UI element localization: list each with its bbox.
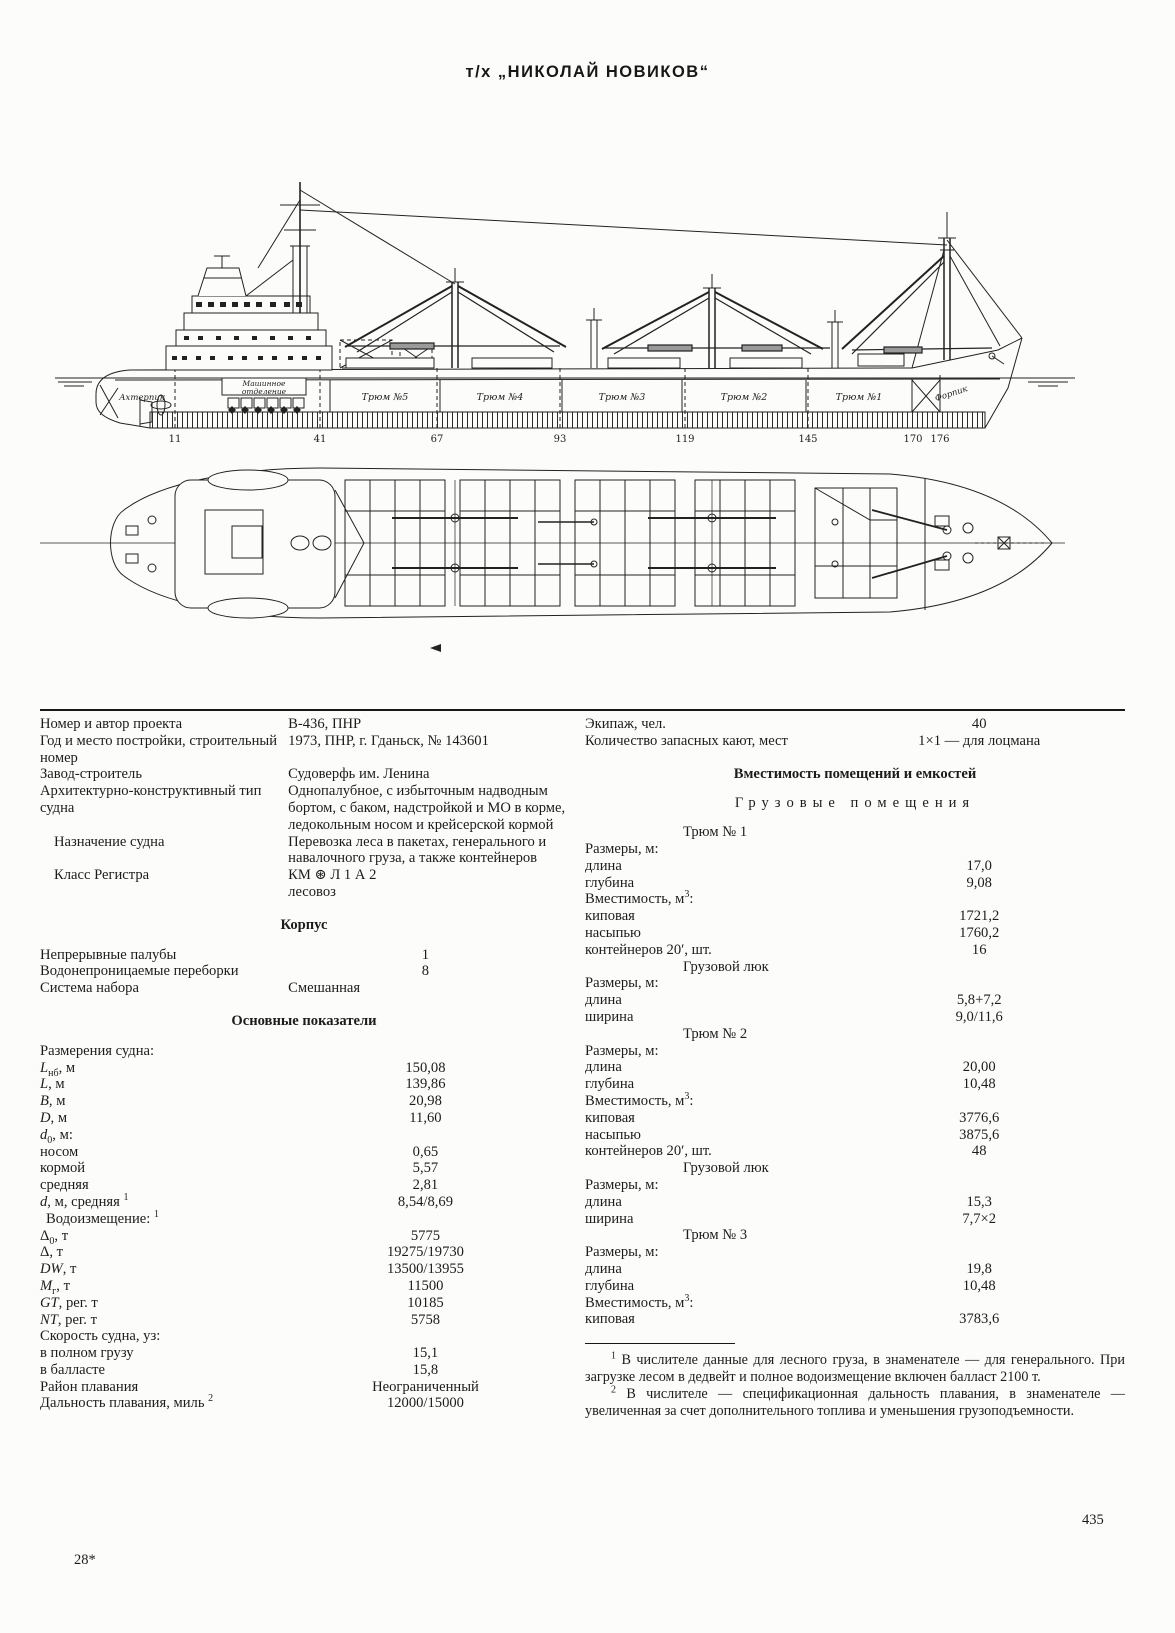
compartment-label-fore-peak: Форпик xyxy=(933,384,969,405)
signature-mark: 28* xyxy=(74,1552,96,1568)
spec-column-left xyxy=(40,716,568,1412)
spec-value: 48 xyxy=(971,1143,987,1160)
footnote: $^1$ В числителе данные для лесного груза, в знаменателе — для генерального. При загрузке лесом в дедвейт и полное водоизмещение включен балласт 2100 т. xyxy=(585,1350,1125,1385)
spec-value: КМ ⊛ Л 1 А 2 xyxy=(288,867,377,884)
spec-label: Номер и автор проекта xyxy=(40,716,183,732)
section-heading: Вместимость помещений и емкостей xyxy=(733,765,977,782)
spec-label: контейнеров 20′, шт. xyxy=(585,1143,712,1160)
section-divider xyxy=(40,709,1125,711)
spec-label: NT, рег. т xyxy=(40,1311,97,1328)
spec-row xyxy=(585,942,1125,959)
spec-value: 3875,6 xyxy=(959,1126,1000,1143)
compartment-label-hold: Трюм №5 xyxy=(361,392,409,403)
item-heading: Трюм № 3 xyxy=(683,1227,748,1244)
spec-label: глубина xyxy=(585,874,635,891)
spec-group-label: Вместимость, $м^3$: xyxy=(585,1292,694,1311)
spec-label: насыпью xyxy=(585,1126,641,1143)
spec-row xyxy=(40,1278,568,1295)
spec-label: глубина xyxy=(585,1277,635,1294)
spec-group-label: $d_0$, м: xyxy=(40,1126,73,1146)
spec-row xyxy=(40,1177,568,1194)
spec-label: длина xyxy=(585,1059,622,1076)
item-heading: Трюм № 1 xyxy=(683,824,748,841)
spec-value: 20,00 xyxy=(962,1059,996,1076)
spec-value: Перевозка леса в пакетах, генерального и навалочного груза, а также контейнеров xyxy=(288,833,547,867)
ship-plan-view xyxy=(40,468,1065,652)
spec-label: насыпью xyxy=(585,924,641,941)
spec-label: Архитектурно-конструктивный тип судна xyxy=(40,783,262,816)
spec-row xyxy=(40,733,568,767)
spec-value: В-436, ПНР xyxy=(288,716,362,732)
spec-value: 2,81 xyxy=(412,1177,439,1194)
spec-label: Дальность плавания, миль $^2$ xyxy=(40,1393,214,1412)
spec-value: 8,54/8,69 xyxy=(397,1193,454,1210)
ship-general-arrangement-drawing xyxy=(0,150,1175,660)
spec-label: $\Delta_0$, т xyxy=(40,1227,69,1247)
spec-row xyxy=(585,1143,1125,1160)
spec-column-right xyxy=(585,716,1125,1420)
spec-label: ширина xyxy=(585,1008,634,1025)
spec-row xyxy=(40,1244,568,1261)
spec-value: 150,08 xyxy=(405,1059,446,1076)
spec-row xyxy=(585,733,1125,750)
spec-value: 16 xyxy=(971,941,987,958)
spec-row xyxy=(585,1009,1125,1026)
spec-value: 1721,2 xyxy=(959,908,1000,925)
spec-label: Год и место постройки, строительный номер xyxy=(40,732,278,766)
spec-row xyxy=(585,1059,1125,1076)
frame-number: 67 xyxy=(430,434,444,445)
spec-label: ширина xyxy=(585,1210,634,1227)
spec-label: $M_г$, т xyxy=(40,1277,70,1297)
spec-label: B, м xyxy=(40,1093,66,1110)
spec-row xyxy=(40,1194,568,1211)
section-heading: Корпус xyxy=(280,916,328,933)
spec-label: длина xyxy=(585,992,622,1009)
spec-row xyxy=(40,1379,568,1396)
spec-value: 40 xyxy=(971,716,987,732)
spec-value: 5,57 xyxy=(412,1160,439,1177)
spec-row xyxy=(40,1160,568,1177)
compartment-label-hold: Трюм №4 xyxy=(476,392,524,403)
spec-value: лесовоз xyxy=(288,883,336,900)
spec-label: глубина xyxy=(585,1076,635,1093)
spec-label: $L_{нб}$, м xyxy=(40,1059,76,1079)
spec-row xyxy=(40,1093,568,1110)
section-heading: Основные показатели xyxy=(231,1012,377,1029)
spec-value: 3783,6 xyxy=(959,1311,1000,1328)
spec-label: GT, рег. т xyxy=(40,1294,98,1311)
spec-group-label: Размеры, м: xyxy=(585,840,659,857)
spec-value: 5775 xyxy=(410,1227,441,1244)
spec-row xyxy=(40,980,568,997)
spec-value: 8 xyxy=(421,963,430,980)
spec-label: Непрерывные палубы xyxy=(40,946,177,963)
spec-row xyxy=(40,1312,568,1329)
spec-label: Водонепроницаемые переборки xyxy=(40,963,239,980)
spec-label: Количество запасных кают, мест xyxy=(585,732,788,749)
spec-group-label: Вместимость, $м^3$: xyxy=(585,889,694,908)
spec-group-label: Размеры, м: xyxy=(585,1176,659,1193)
spec-row xyxy=(585,1278,1125,1295)
frame-number: 119 xyxy=(675,434,695,445)
spec-value: 5,8+7,2 xyxy=(956,992,1002,1009)
spec-row xyxy=(40,1261,568,1278)
footnote-divider xyxy=(585,1343,735,1344)
spec-label: DW, т xyxy=(40,1261,77,1278)
spec-label: носом xyxy=(40,1143,79,1160)
spec-value: Неограниченный xyxy=(372,1378,479,1395)
spec-row xyxy=(40,1110,568,1127)
spec-label: средняя xyxy=(40,1177,89,1194)
spec-label: Система набора xyxy=(40,980,139,997)
spec-value: Однопалубное, с избыточным надводным бортом, с баком, надстройкой и МО в корме, ледокольным носом и крейсерской кормой xyxy=(288,783,566,833)
frame-number: 145 xyxy=(798,434,818,445)
spec-group-label: Вместимость, $м^3$: xyxy=(585,1091,694,1109)
item-heading: Грузовой люк xyxy=(683,958,769,975)
spec-label: Δ, т xyxy=(40,1244,64,1261)
spec-value: 3776,6 xyxy=(959,1109,1000,1126)
spec-label: длина xyxy=(585,1260,622,1277)
spec-row xyxy=(40,1295,568,1312)
subsection-heading: Грузовые помещения xyxy=(734,795,976,812)
spec-row xyxy=(585,1110,1125,1127)
compartment-label-engine-room: Машинное xyxy=(242,379,286,388)
frame-number: 93 xyxy=(553,434,567,445)
spec-label: d, м, средняя $^1$ xyxy=(40,1192,129,1210)
page-title: т/х „НИКОЛАЙ НОВИКОВ“ xyxy=(465,63,710,81)
spec-value: 11500 xyxy=(407,1277,444,1294)
spec-row xyxy=(585,925,1125,942)
spec-row xyxy=(40,963,568,980)
spec-label: длина xyxy=(585,1193,622,1210)
spec-value: 1760,2 xyxy=(959,924,1000,941)
spec-row xyxy=(40,783,568,833)
spec-value: 1×1 — для лоцмана xyxy=(918,732,1041,749)
spec-row xyxy=(585,1194,1125,1211)
spec-row xyxy=(40,1345,568,1362)
item-heading: Грузовой люк xyxy=(683,1160,769,1177)
spec-label: контейнеров 20′, шт. xyxy=(585,941,712,958)
spec-label: Экипаж, чел. xyxy=(585,716,666,732)
spec-label: Завод-строитель xyxy=(40,766,142,783)
compartment-label-hold: Трюм №1 xyxy=(835,392,883,403)
spec-label: L, м xyxy=(40,1076,65,1093)
spec-value: 139,86 xyxy=(405,1076,446,1093)
spec-row xyxy=(40,884,568,901)
spec-row xyxy=(40,1144,568,1161)
spec-row xyxy=(40,834,568,868)
compartment-label-engine-room: отделение xyxy=(241,387,287,396)
spec-row xyxy=(585,1261,1125,1278)
spec-value: 17,0 xyxy=(966,857,992,874)
spec-row xyxy=(585,1311,1125,1328)
spec-row xyxy=(585,1127,1125,1144)
spec-label: в балласте xyxy=(40,1361,105,1378)
spec-row xyxy=(40,766,568,783)
spec-value: 15,1 xyxy=(412,1345,439,1362)
spec-row xyxy=(585,1076,1125,1093)
spec-value: 15,3 xyxy=(966,1193,992,1210)
spec-row xyxy=(585,992,1125,1009)
spec-label: Назначение судна xyxy=(54,833,165,850)
page-number: 435 xyxy=(1082,1512,1104,1528)
spec-value: 10,48 xyxy=(962,1076,996,1093)
spec-value: 11,60 xyxy=(409,1109,442,1126)
spec-group-label: Размерения судна: xyxy=(40,1042,155,1059)
spec-row xyxy=(585,908,1125,925)
spec-group-label: Скорость судна, уз: xyxy=(40,1328,161,1345)
spec-row xyxy=(585,716,1125,733)
spec-row xyxy=(585,1211,1125,1228)
spec-group-label: Водоизмещение: $^1$ xyxy=(46,1208,159,1227)
frame-number: 11 xyxy=(168,434,182,445)
spec-label: киповая xyxy=(585,908,635,925)
item-heading: Трюм № 2 xyxy=(683,1025,748,1042)
frame-number: 170 xyxy=(903,434,923,445)
spec-label: в полном грузу xyxy=(40,1345,134,1362)
spec-group-label: Размеры, м: xyxy=(585,1042,659,1059)
spec-label: кормой xyxy=(40,1160,86,1177)
spec-row xyxy=(585,875,1125,892)
spec-value: Смешанная xyxy=(288,980,361,997)
drawing-arrow-mark xyxy=(430,644,441,652)
spec-label: D, м xyxy=(40,1109,68,1126)
frame-number: 176 xyxy=(930,434,950,445)
spec-value: Судоверфь им. Ленина xyxy=(288,766,430,783)
spec-value: 10,48 xyxy=(962,1277,996,1294)
spec-value: 1 xyxy=(421,946,430,963)
spec-value: 9,0/11,6 xyxy=(955,1008,1003,1025)
spec-group-label: Размеры, м: xyxy=(585,975,659,992)
compartment-label-hold: Трюм №2 xyxy=(720,392,768,403)
compartment-label-hold: Трюм №3 xyxy=(598,392,646,403)
spec-value: 12000/15000 xyxy=(386,1395,464,1412)
spec-value: 0,65 xyxy=(412,1143,439,1160)
spec-value: 5758 xyxy=(410,1311,441,1328)
spec-row xyxy=(40,947,568,964)
spec-group-label: Размеры, м: xyxy=(585,1244,659,1261)
spec-row xyxy=(40,1395,568,1412)
spec-label: киповая xyxy=(585,1311,635,1328)
spec-label: Район плавания xyxy=(40,1378,139,1395)
spec-label: длина xyxy=(585,857,622,874)
spec-row xyxy=(40,716,568,733)
spec-label: Класс Регистра xyxy=(54,867,150,884)
spec-value: 13500/13955 xyxy=(386,1261,464,1278)
spec-row xyxy=(40,1228,568,1245)
spec-value: 7,7×2 xyxy=(962,1210,997,1227)
spec-row xyxy=(40,1076,568,1093)
spec-value: 10185 xyxy=(407,1294,444,1311)
frame-number: 41 xyxy=(313,434,327,445)
spec-value: 1973, ПНР, г. Гданьск, № 143601 xyxy=(288,732,489,749)
spec-value: 15,8 xyxy=(412,1361,439,1378)
compartment-label-aft-peak: Ахтерпик xyxy=(119,393,165,403)
spec-row xyxy=(40,1060,568,1077)
spec-value: 9,08 xyxy=(966,874,992,891)
spec-value: 19,8 xyxy=(966,1260,992,1277)
ship-side-view xyxy=(55,182,1075,430)
spec-row xyxy=(40,1362,568,1379)
spec-value: 20,98 xyxy=(409,1093,442,1110)
spec-label xyxy=(40,884,288,901)
spec-value: 19275/19730 xyxy=(386,1244,464,1261)
footnote: $^2$ В числителе — спецификационная дальность плавания, в знаменателе — увеличенная за счет дополнительного топлива и уменьшения грузоподъемности. xyxy=(585,1384,1125,1419)
spec-row xyxy=(585,858,1125,875)
spec-label: киповая xyxy=(585,1109,635,1126)
spec-row xyxy=(40,867,568,884)
